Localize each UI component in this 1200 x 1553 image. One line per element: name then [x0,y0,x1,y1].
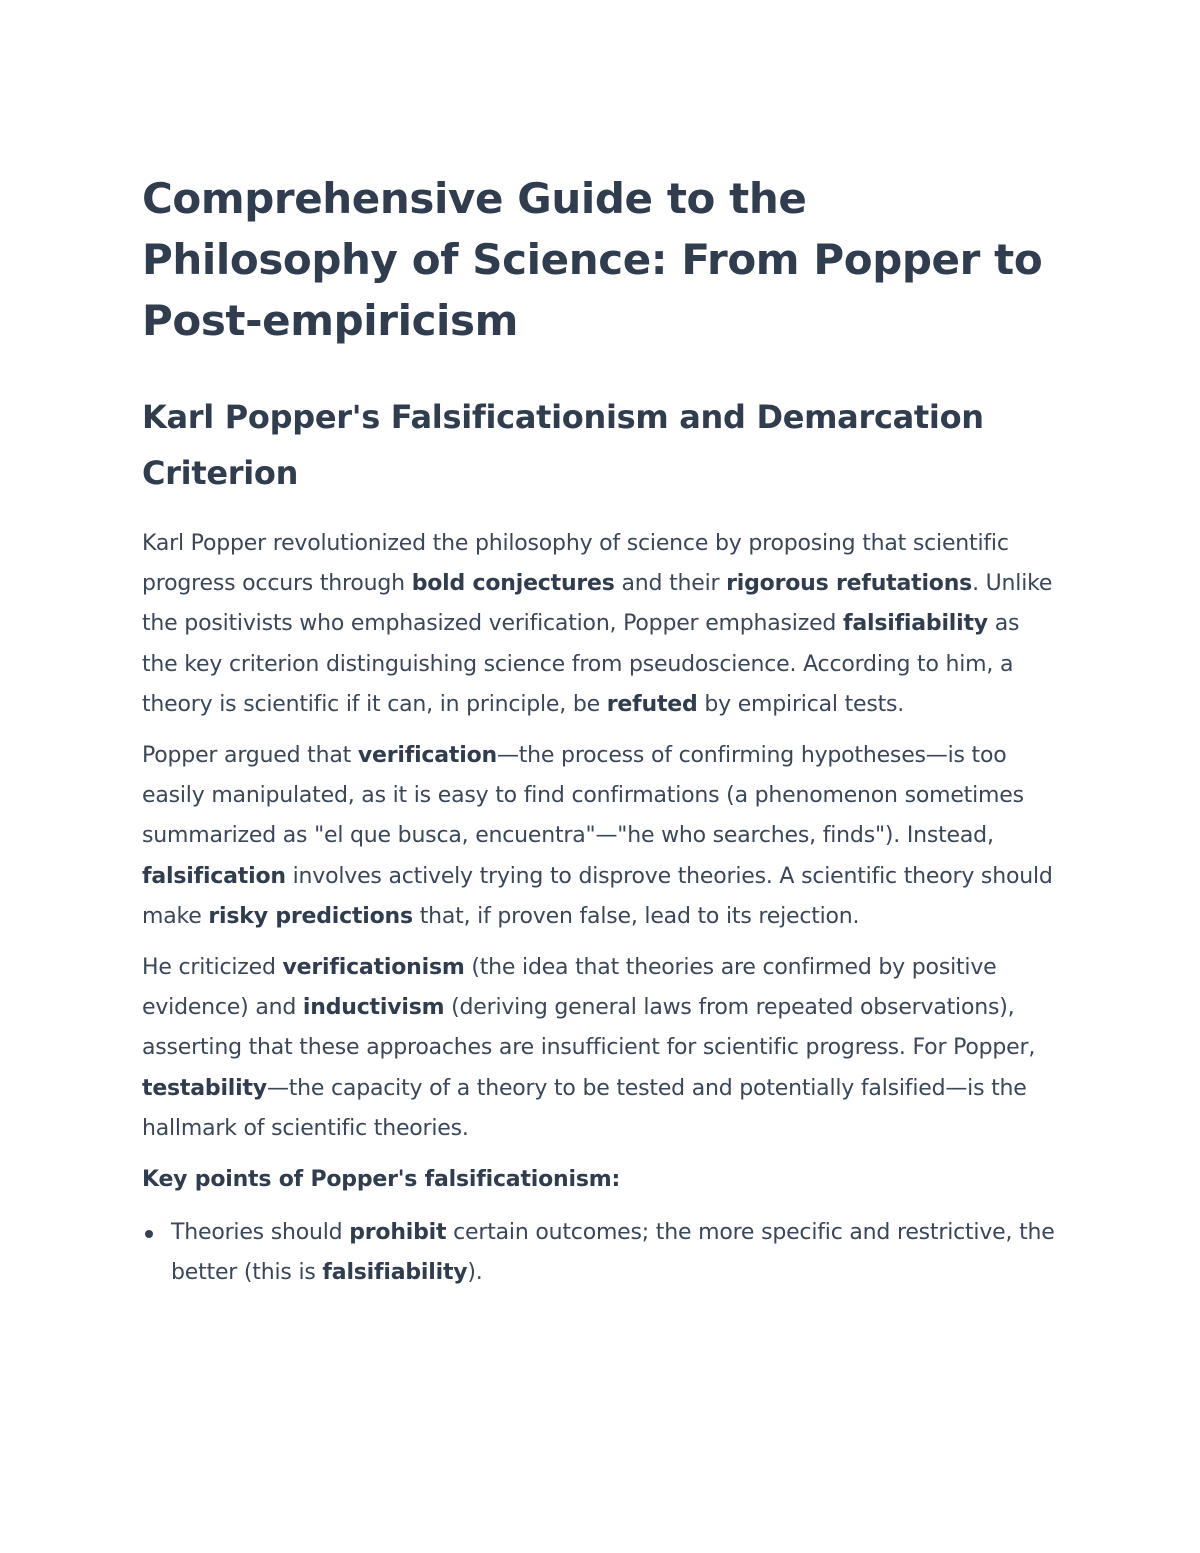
bold-term: prohibit [349,1220,447,1246]
text-run: certain outcomes; the more specific and restrictive, the better (this is [171,1220,1055,1286]
key-points-label-text: Key points of Popper's falsificationism: [142,1167,621,1193]
text-run: (deriving general laws from repeated observations), asserting that these approaches are insufficient for scientific progress. For Popper, [142,995,1036,1061]
document-title: Comprehensive Guide to the Philosophy of Science: From Popper to Post-empiricism [142,174,1043,345]
text-run: as the key criterion distinguishing science from pseudoscience. According to him, a theory is scientific if it can, in principle, be [142,611,1020,717]
text-run: Theories should [171,1220,350,1246]
text-run: that, if proven false, lead to its rejection. [412,903,860,929]
text-run: . Unlike the positivists who emphasized verification, Popper emphasized [142,571,1053,637]
document-page [142,168,1057,1294]
bold-term: falsifiability [322,1260,468,1286]
bold-term: risky predictions [208,903,413,929]
paragraph-criticism [142,948,1057,1149]
bold-term: inductivism [302,995,445,1021]
bold-term: verificationism [282,955,465,981]
text-run: Popper argued that [142,743,358,769]
bold-term: refuted [606,691,698,717]
bold-term: falsification [142,863,286,889]
text-run: involves actively trying to disprove theories. A scientific theory should make [142,863,1053,929]
paragraph-verification [142,736,1057,937]
bold-term: testability [142,1075,267,1101]
section-heading: Karl Popper's Falsificationism and Demarcation Criterion [142,398,984,492]
text-run: He criticized [142,955,283,981]
text-run: ). [467,1260,483,1286]
paragraph-popper-intro [142,524,1057,725]
text-run: by empirical tests. [697,691,905,717]
key-points-label [142,1160,1057,1200]
text-run: —the capacity of a theory to be tested and potentially falsified—is the hallmark of scientific theories. [142,1075,1027,1141]
bold-term: rigorous refutations [726,571,973,597]
bold-term: falsifiability [842,611,988,637]
text-run: (the idea that theories are confirmed by positive evidence) and [142,955,997,1021]
text-run: Karl Popper revolutionized the philosophy of science by proposing that scientific progress occurs through [142,531,1009,597]
bullet-icon [145,1230,153,1238]
text-run: and their [614,571,727,597]
text-run: —the process of confirming hypotheses—is too easily manipulated, as it is easy to find confirmations (a phenomenon sometimes summarized as "el que busca, encuentra"—"he who searches, finds"). Instead, [142,743,1024,849]
key-points-list [142,1213,1057,1293]
bold-term: bold conjectures [411,571,615,597]
list-item [142,1213,1057,1293]
bold-term: verification [357,743,497,769]
